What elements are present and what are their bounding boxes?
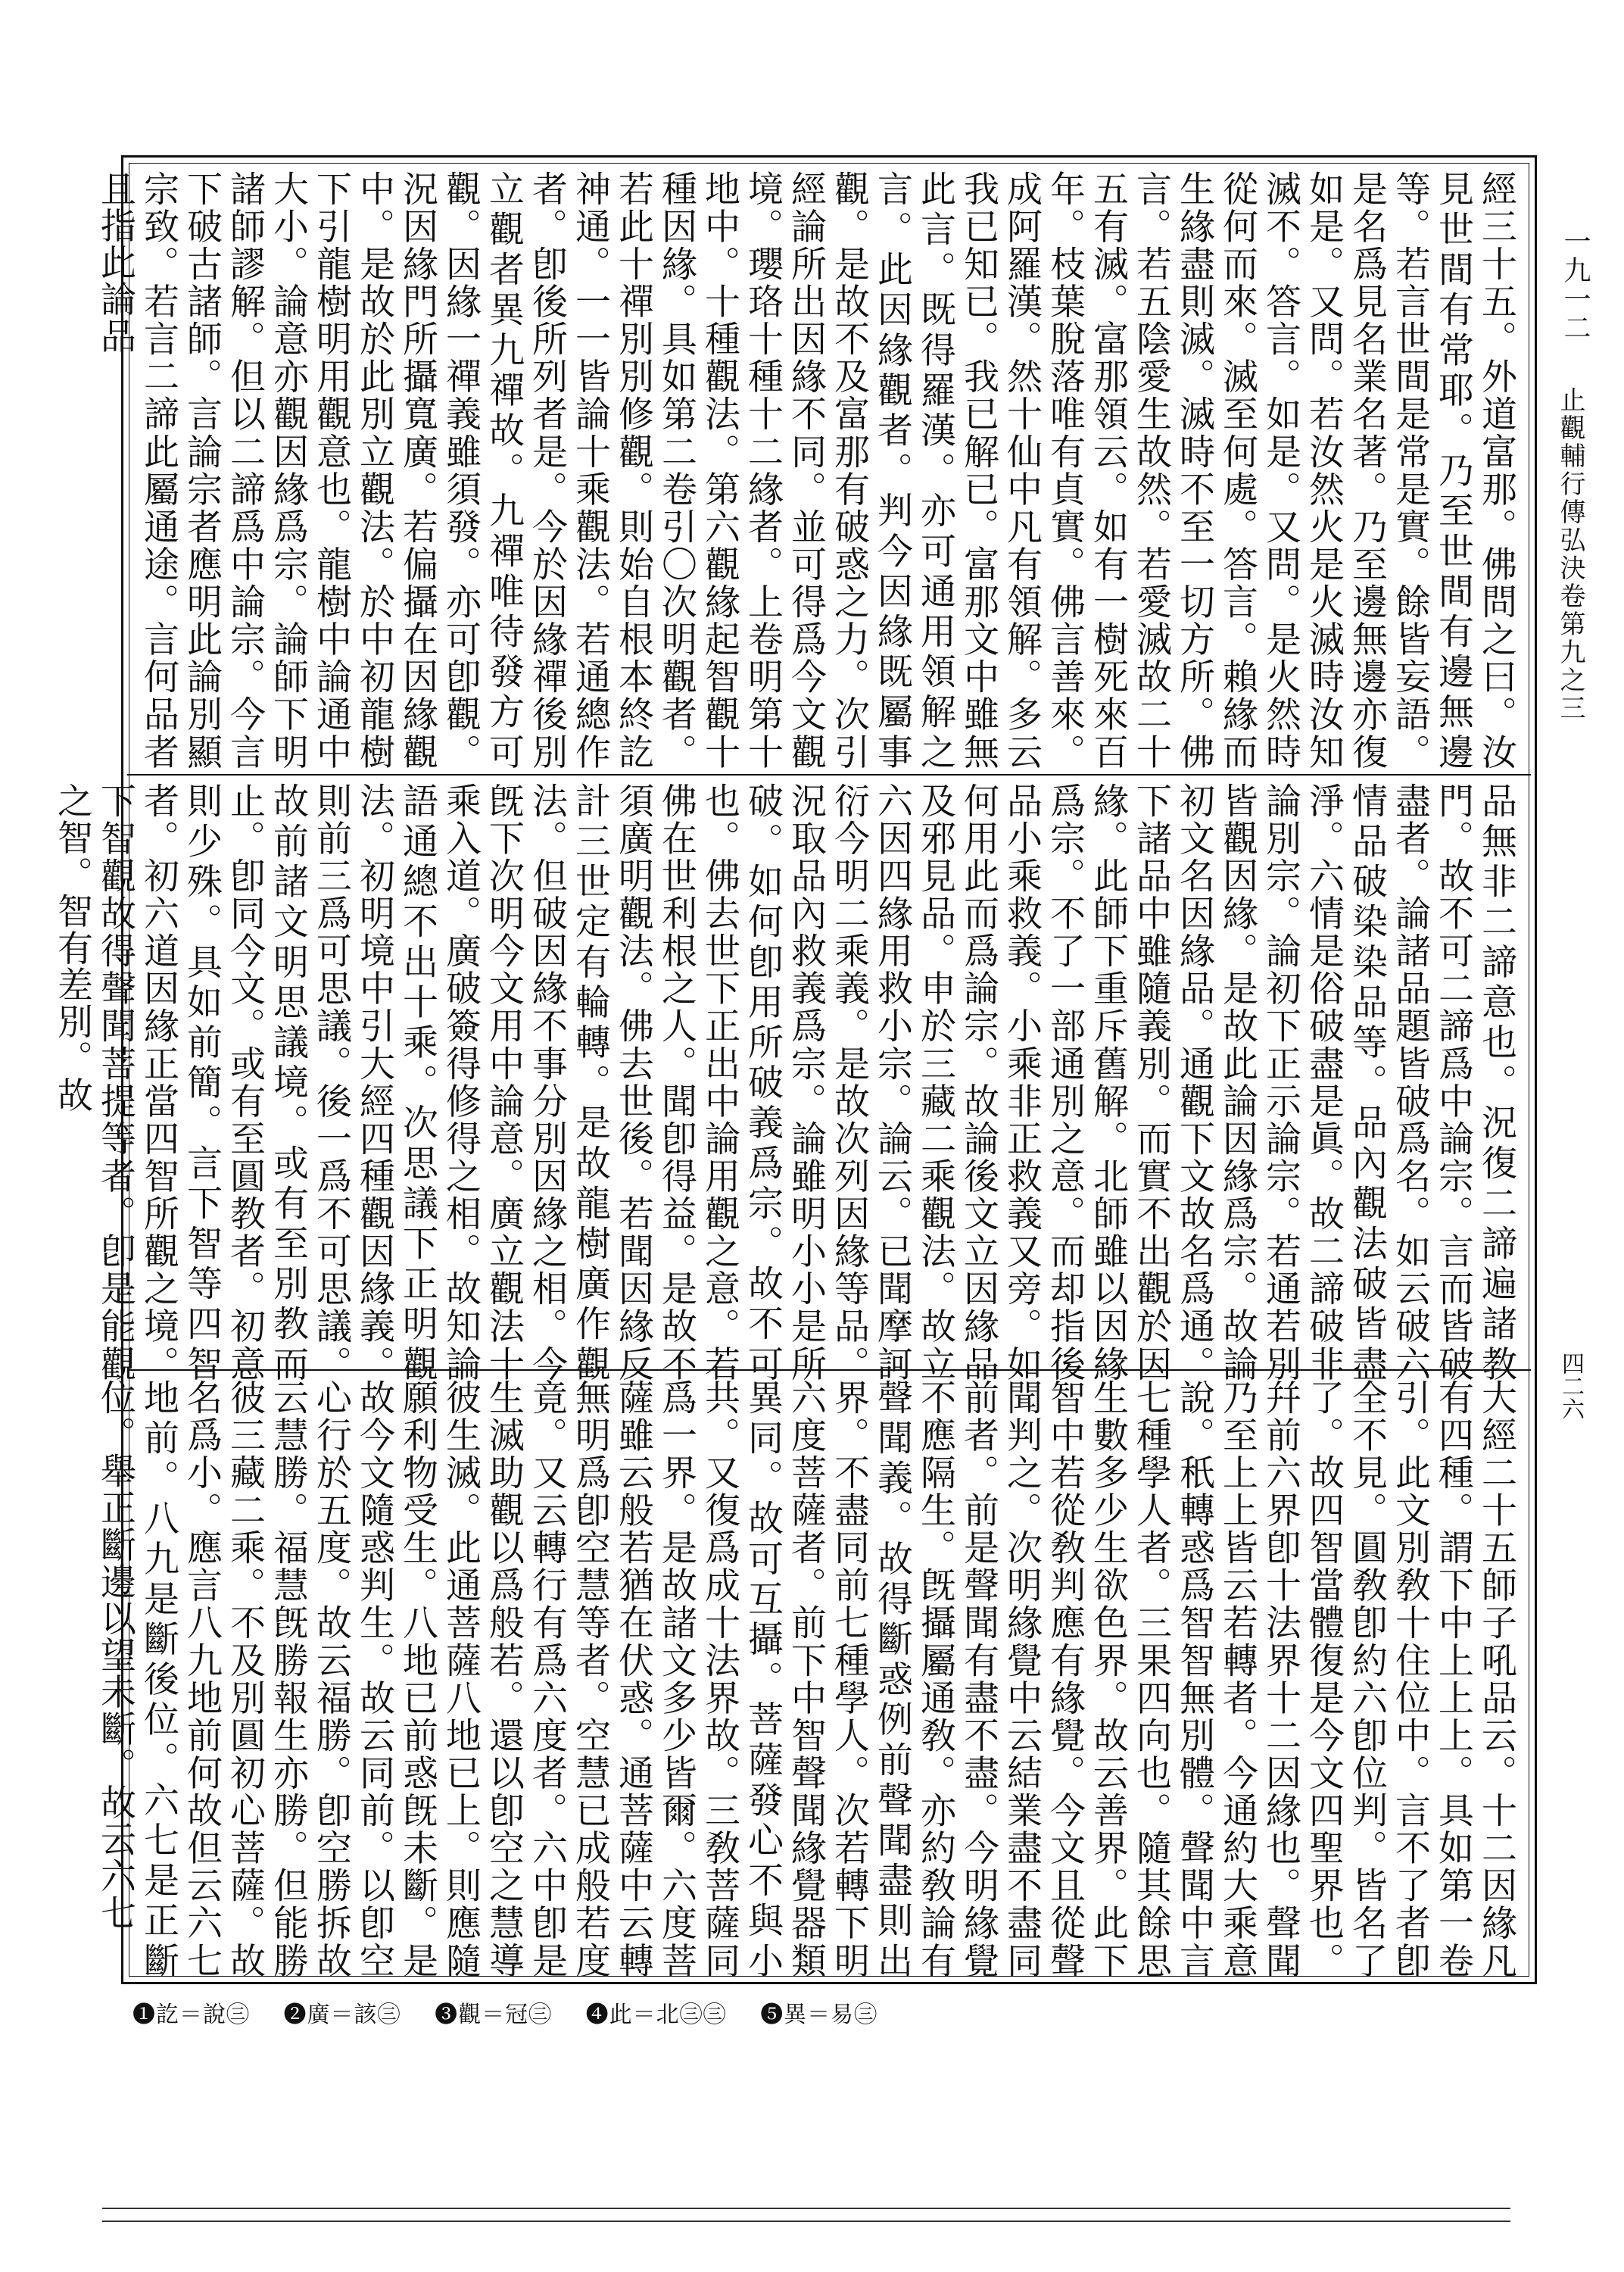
text-register-top	[95, 170, 1518, 770]
footnote: ❷廣＝該㊂	[283, 2002, 401, 2028]
footnote: ❶訖＝說㊂	[132, 2002, 250, 2028]
text-register-bottom	[95, 1379, 1518, 1979]
page-number: 一九一二	[1560, 227, 1591, 342]
bottom-rule	[102, 2221, 1510, 2222]
footnotes	[132, 1996, 1495, 2029]
folio-number: 四二六	[1557, 1352, 1584, 1420]
footnote: ❸觀＝冠㊂	[435, 2002, 553, 2028]
register-divider	[127, 1369, 1531, 1371]
bottom-rule	[102, 2208, 1510, 2209]
running-title: 止觀輔行傳弘決卷第九之三	[1555, 386, 1585, 722]
register-text: 大經二十五師子吼品云。十二因緣凡有四種。謂下中上上上。具如第一卷引。此文別敎十住位中。言不了者卽全不見。圓敎卽約六卽位判。皆名了了。故四智當體復是今文四聖界也。幷前六界卽十法界十二因緣也。聲聞乃至上上皆云若轉者。今通約大乘意說。秖轉惑爲智智無別體。聲聞中言七種學人者。三果四向也。隨其餘思生數多少生欲色界。故云善界。此下智中若從敎判應有緣覺。今文且從聲聞判之。次明緣覺中云結業盡不盡同前者。前是聲聞有盡不盡。今明緣覺不應隔生。旣攝屬通敎。亦約敎論有聲聞義。故得斷惑例前聲聞盡則出界。不盡同前七種學人。次若轉下明六度菩薩者。前下中智聲聞緣覺器類異同。故可互攝。菩薩發心不與小共。又復爲成十法界故。三敎菩薩同爲一界。是故諸文多少皆爾。六度菩薩雖云般若猶在伏惑。通菩薩中云轉無明爲卽空慧等者。空慧已成般若度竟。又云轉行有爲六度者。六中卽是生滅助觀以爲般若。還以卽空之慧導彼生滅。此通菩薩八地已上。則應隨願利物受生。八地已前惑旣未斷。是故今文隨惑判生。故云同前。以卽空心行於五度。故云福勝。卽空勝拆故云慧勝。福慧旣勝報生亦勝。但能勝彼三藏二乘。不及別圓初心菩薩。故名爲小。應言八九地前何故但云六七地前。八九是斷後位。六七是正斷位。舉正斷邊以望未斷。故云六七	[95, 1379, 1517, 1979]
register-divider	[127, 774, 1531, 776]
footnote: ❹此＝北㊂㊂	[585, 2002, 727, 2028]
register-text: 經三十五。外道富那。佛問之曰。汝見世間有常耶。乃至世間有邊無邊等。若言世間是常是實。餘皆妄語。是名爲見名業名著。乃至邊無邊亦復如是。又問。若汝然火是火滅時汝知滅不。答言。如是。又問。是火然時從何而來。滅至何處。答言。賴緣而生緣盡則滅。滅時不至一切方所。佛言。若五陰愛生故然。若愛滅故二十五有滅。富那領云。如有一樹死來百年。枝葉脫落唯有貞實。佛言善來。成阿羅漢。然十仙中凡有領解。多云我已知已。我已解已。富那文中雖無此言。既得羅漢。亦可通用領解之言。此因緣觀者。判今因緣既屬事觀。是故不及富那有破惑之力。次引經論所出因緣不同。並可得爲今文觀境。瓔珞十種十二緣者。上卷明第十地中。十種觀法。第六觀緣起智觀十種因緣。具如第二卷引〇次明觀者。若此十禪別別修觀。則始自根本終訖神通。一一皆論十乘觀法。若通總作者。卽後所列者是。今於因緣禪後別立觀者異九禪故。九禪唯待發方可觀。因緣一禪義雖須發。亦可卽觀。況因緣門所攝寬廣。若偏攝在因緣觀中。是故於此別立觀法。於中初龍樹下引龍樹明用觀意也。龍樹中論通中大小。論意亦觀因緣爲宗。論師下明諸師謬解。但以二諦爲中論宗。今言下破古諸師。言論宗者應明此論別顯宗致。若言二諦此屬通途。言何品者且指此論品	[95, 170, 1517, 770]
text-register-middle	[51, 782, 1518, 1382]
footnote: ❺異＝易㊂	[760, 2002, 878, 2028]
register-text: 品無非二諦意也。況復二諦遍諸教門。故不可二諦爲中論宗。言而皆破盡者。論諸品題皆破爲名。如云破六情品破染染品等。品內觀法破皆盡淨。六情是俗破盡是眞。故二諦破非論別宗。論初下正示論宗。若通若別皆觀因緣。是故此論因緣爲宗。故論初文名因緣品。通觀下文故名爲通。下諸品中雖隨義別。而實不出觀於因緣。此師下重斥舊解。北師雖以因緣爲宗。不了一部通別之意。而却指後品小乘救義。小乘非正救義又旁。如何用此而爲論宗。故論後文立因緣品及邪見品。申於三藏二乘觀法。故立六因四緣用救小宗。論云。已聞摩訶衍今明二乘義。是故次列因緣等品。況取品內救義爲宗。論雖明小小是所破。如何卽用所破義爲宗。故不可也。佛去世下正出中論用觀之意。若佛在世利根之人。聞卽得益。是故不須廣明觀法。佛去世後。若聞因緣反計三世定有輪轉。是故龍樹廣作觀法。但破因緣不事分別因緣之相。今旣下次明今文用中論意。廣立觀法十乘入道。廣破簽得修得之相。故知論語通總不出十乘。次思議下正明觀法。初明境中引大經四種觀因緣義。則前三爲可思議。後一爲不可思議。故前諸文明思議境。或有至別教而止。卽同今文。或有至圓教者。初意則少殊。具如前簡。言下智等四智者。初六道因緣正當四智所觀之境。下智觀故得聲聞菩提等者。卽是能觀之智。智有差別。故	[51, 782, 1517, 1382]
